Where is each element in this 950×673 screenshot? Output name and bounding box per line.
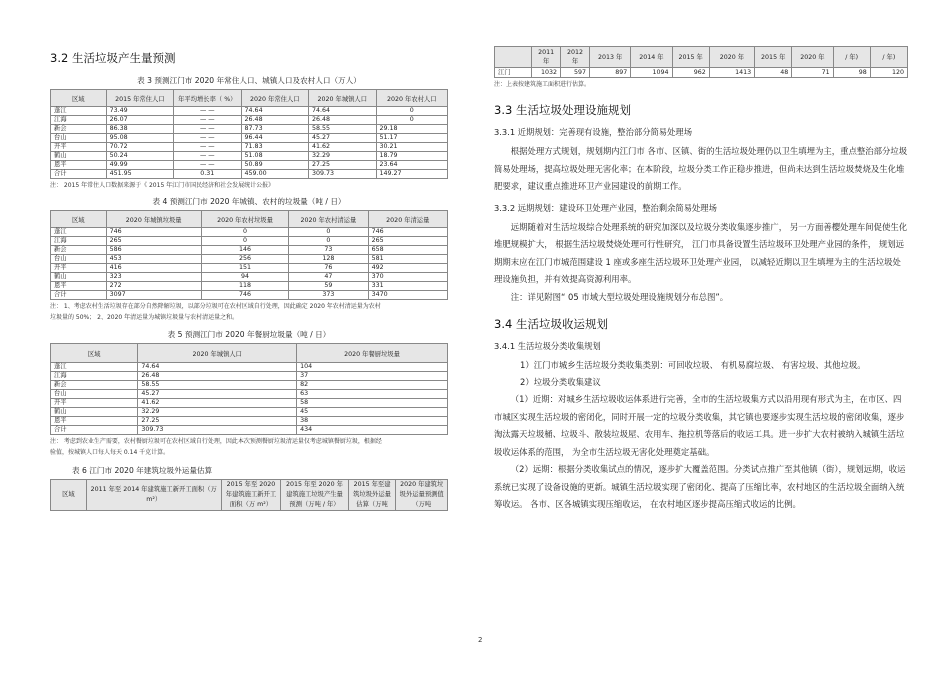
t4-cell: 开平 xyxy=(51,264,107,273)
t3-cell: 95.08 xyxy=(106,134,173,143)
t5-cell: 38 xyxy=(297,417,448,426)
t4-cell: 272 xyxy=(106,282,201,291)
t6-h2: 2015 年至 2020 年建筑施工新开工面积（万 m²） xyxy=(221,480,281,511)
table-row xyxy=(51,116,448,125)
t6-h5: 2020 年建筑垃圾外运量预测值（万吨 xyxy=(396,480,448,511)
t4-cell: 373 xyxy=(289,291,368,300)
table-row xyxy=(51,363,448,372)
t5-cell: 合计 xyxy=(51,426,138,435)
tr-h6: 2020 年 xyxy=(709,47,754,68)
t3-cell: 87.73 xyxy=(241,125,308,134)
table-row xyxy=(51,246,448,255)
table-4-note-2: 垃圾量的 50%； 2、2020 年清运量为城镇垃圾量与农村清运量之和。 xyxy=(50,314,239,321)
t3-cell: 71.83 xyxy=(241,143,308,152)
t5-cell: 74.64 xyxy=(138,363,297,372)
t4-cell: 94 xyxy=(201,273,288,282)
t5-cell: 309.73 xyxy=(138,426,297,435)
t3-cell: 73.49 xyxy=(106,107,173,116)
tr-cell: 1032 xyxy=(532,68,561,78)
t3-cell: 26.48 xyxy=(309,116,376,125)
table-row xyxy=(51,291,448,300)
t4-cell: 合计 xyxy=(51,291,107,300)
table-6-continued-header-row xyxy=(495,47,908,68)
tr-h4: 2014 年 xyxy=(631,47,672,68)
t5-cell: 104 xyxy=(297,363,448,372)
t3-cell: 台山 xyxy=(51,134,107,143)
table-row xyxy=(51,417,448,426)
t3-cell: — — xyxy=(174,107,241,116)
tr-h2: 2012 年 xyxy=(561,47,590,68)
t5-cell: 58 xyxy=(297,399,448,408)
table-row xyxy=(51,255,448,264)
t3-cell: 0 xyxy=(376,107,447,116)
table-5-caption: 表 5 预测江门市 2020 年餐厨垃圾量（吨 / 日） xyxy=(167,330,331,339)
tr-h9: / 年) xyxy=(833,47,870,68)
t4-cell: 265 xyxy=(106,237,201,246)
t3-cell: 74.64 xyxy=(241,107,308,116)
table-row xyxy=(51,390,448,399)
t5-cell: 41.62 xyxy=(138,399,297,408)
table-5-note-2: 验值，按城镇人口每人每天 0.14 千克计算。 xyxy=(50,449,170,456)
t5-cell: 45 xyxy=(297,408,448,417)
t3-cell: 27.25 xyxy=(309,161,376,170)
tr-cell: 48 xyxy=(755,68,792,78)
subsection-title-3-4-1: 3.4.1 生活垃圾分类收集规划 xyxy=(494,341,601,351)
table-row xyxy=(51,273,448,282)
t4-cell: 3097 xyxy=(106,291,201,300)
tr-cell: 江门 xyxy=(495,68,532,78)
t3-cell: 恩平 xyxy=(51,161,107,170)
subsection-title-3-3-2: 3.3.2 远期规划：建设环卫处理产业园，整治剩余简易处理场 xyxy=(494,202,717,213)
t4-cell: 59 xyxy=(289,282,368,291)
t6-h4: 2015 年至建筑垃圾外运量估算（万吨 xyxy=(348,480,396,511)
t5-cell: 26.48 xyxy=(138,372,297,381)
t3-h0: 区域 xyxy=(51,90,107,107)
t4-h4: 2020 年清运量 xyxy=(368,211,447,228)
t4-cell: 47 xyxy=(289,273,368,282)
table-5-note-1: 注： 考虑到农业生产需要，农村餐厨垃圾可在农村区域自行处理，因此本次预测餐厨垃圾清运量仅考虑城镇餐厨垃圾，根据经 xyxy=(50,438,382,445)
tr-cell: 71 xyxy=(792,68,833,78)
table-4-note-1: 注： 1、考虑农村生活垃圾存在部分自然降解垃圾，以部分垃圾可在农村区域自行处理，因此确定 2020 年农村清运量为农村 xyxy=(50,303,381,310)
t3-cell: 开平 xyxy=(51,143,107,152)
t5-cell: 台山 xyxy=(51,390,138,399)
table-row xyxy=(51,107,448,116)
table-5 xyxy=(50,343,448,435)
t5-cell: 江海 xyxy=(51,372,138,381)
t3-h1: 2015 年常住人口 xyxy=(106,90,173,107)
t3-cell: 451.95 xyxy=(106,170,173,179)
t3-cell: 鹤山 xyxy=(51,152,107,161)
t4-cell: 658 xyxy=(368,246,447,255)
t3-cell: 51.08 xyxy=(241,152,308,161)
paragraph-3-3-2-note: 注：详见附图“ 05 市域大型垃圾处理设施规划分布总图”。 xyxy=(510,291,729,302)
t3-h5: 2020 年农村人口 xyxy=(376,90,447,107)
t3-cell: — — xyxy=(174,125,241,134)
t5-cell: 82 xyxy=(297,381,448,390)
t4-cell: 73 xyxy=(289,246,368,255)
table-6-header-row xyxy=(51,480,448,511)
t5-cell: 32.29 xyxy=(138,408,297,417)
t3-cell: — — xyxy=(174,143,241,152)
t3-cell: 96.44 xyxy=(241,134,308,143)
table-3-caption: 表 3 预测江门市 2020 年常住人口、城镇人口及农村人口（万人） xyxy=(137,76,361,85)
t3-cell: 26.07 xyxy=(106,116,173,125)
table-row xyxy=(51,372,448,381)
t5-cell: 开平 xyxy=(51,399,138,408)
t3-cell: 0.31 xyxy=(174,170,241,179)
t3-cell: — — xyxy=(174,161,241,170)
t3-h2: 年平均增长率（ %） xyxy=(174,90,241,107)
t4-cell: 76 xyxy=(289,264,368,273)
t4-cell: 746 xyxy=(106,228,201,237)
table-row xyxy=(51,143,448,152)
t4-cell: 新会 xyxy=(51,246,107,255)
table-row xyxy=(51,264,448,273)
tr-h0 xyxy=(495,47,532,68)
t4-cell: 453 xyxy=(106,255,201,264)
t4-cell: 台山 xyxy=(51,255,107,264)
t4-cell: 581 xyxy=(368,255,447,264)
t4-cell: 323 xyxy=(106,273,201,282)
t3-cell: 29.18 xyxy=(376,125,447,134)
t3-cell: 50.89 xyxy=(241,161,308,170)
t3-h4: 2020 年城镇人口 xyxy=(309,90,376,107)
paragraph-near-term: （1）近期：对城乡生活垃圾收运体系进行完善，全市的生活垃圾集方式以沿用现有形式为主，在市区、四市城区实现生活垃圾的密闭化，同时开展一定的垃圾分类收集，其它镇也要逐步实现生活垃圾的密闭收集，逐步淘汰露天垃圾桶、垃圾斗、散装垃圾屋、农用车、拖拉机等落后的收运工具。进一步扩大农村被纳入城镇生活垃圾收运体系的范围， 为全市生活垃圾无害化处理奠定基础。 xyxy=(494,394,905,457)
t4-cell: 146 xyxy=(201,246,288,255)
t3-cell: 58.55 xyxy=(309,125,376,134)
t3-cell: 41.62 xyxy=(309,143,376,152)
tr-h1: 2011 年 xyxy=(532,47,561,68)
t3-cell: — — xyxy=(174,116,241,125)
table-row xyxy=(51,237,448,246)
t4-h2: 2020 年农村垃圾量 xyxy=(201,211,288,228)
t3-cell: 江海 xyxy=(51,116,107,125)
t4-cell: 恩平 xyxy=(51,282,107,291)
tr-cell: 98 xyxy=(833,68,870,78)
t5-cell: 27.25 xyxy=(138,417,297,426)
list-item-1: 1）江门市城乡生活垃圾分类收集类别：可回收垃圾、 有机易腐垃圾、 有害垃圾、其他垃圾。 xyxy=(520,360,866,370)
table-4 xyxy=(50,210,448,300)
t5-cell: 45.27 xyxy=(138,390,297,399)
paragraph-long-term: （2）远期：根据分类收集试点的情况，逐步扩大覆盖范围。分类试点推广至其他镇（街），规划远期，收运系统已实现了设备设施的更新。城镇生活垃圾实现了密闭化、提高了压缩比率，农村地区的生活垃圾全面纳入统筹收运。 各市、区各城镇实现压缩收运， 在农村地区逐步提高压缩式收运的比例。 xyxy=(494,464,906,509)
table-5-header-row xyxy=(51,344,448,363)
t6-h1: 2011 年至 2014 年建筑施工新开工面积（万 m²） xyxy=(86,480,221,511)
t3-cell: 50.24 xyxy=(106,152,173,161)
paragraph-3-3-2: 远期随着对生活垃圾综合处理系统的研究加深以及垃圾分类收集逐步推广， 另一方面善樱处理车间促使生化堆肥规模扩大， 根据生活垃圾焚烧处理可行性研究， 江门市具备设置生活垃圾环卫处理产业园的条件， 规划远期期末应在江门市城范围建设 1 座或多座生活垃圾环卫处理产业园， 以减轻近期以卫生填埋为主的生活垃圾处理设施负担，并有效提高资源利用率。 xyxy=(494,221,908,284)
t4-cell: 151 xyxy=(201,264,288,273)
t3-cell: 74.64 xyxy=(309,107,376,116)
right-column xyxy=(494,46,908,514)
t4-cell: 128 xyxy=(289,255,368,264)
table-row xyxy=(495,68,908,78)
t4-cell: 746 xyxy=(368,228,447,237)
t5-cell: 58.55 xyxy=(138,381,297,390)
paragraph-3-3-1: 根据处理方式规划，规划期内江门市 各市、区镇、街的生活垃圾处理仍以卫生填埋为主，重点整治部分垃圾简易处理场，提高垃圾处理无害化率；在本阶段，垃圾分类工作正稳步推进，但尚未达到生活垃圾焚烧及生化堆肥要求，建议重点推进环卫产业园建设的前期工作。 xyxy=(494,146,908,191)
t3-cell: 18.79 xyxy=(376,152,447,161)
t3-cell: 合计 xyxy=(51,170,107,179)
t4-cell: 0 xyxy=(289,228,368,237)
table-3-header-row xyxy=(51,90,448,107)
table-row xyxy=(51,134,448,143)
table-row xyxy=(51,161,448,170)
t5-cell: 63 xyxy=(297,390,448,399)
table-row xyxy=(51,399,448,408)
table-6-caption: 表 6 江门市 2020 年建筑垃圾外运量估算 xyxy=(72,466,213,475)
tr-h7: 2015 年 xyxy=(755,47,792,68)
page-number: 2 xyxy=(478,636,483,644)
t3-cell: 51.17 xyxy=(376,134,447,143)
table-row xyxy=(51,170,448,179)
t3-cell: 30.21 xyxy=(376,143,447,152)
t3-cell: 70.72 xyxy=(106,143,173,152)
t3-cell: — — xyxy=(174,134,241,143)
t3-cell: 49.99 xyxy=(106,161,173,170)
t4-cell: 3470 xyxy=(368,291,447,300)
t4-cell: 256 xyxy=(201,255,288,264)
tr-cell: 962 xyxy=(672,68,709,78)
t3-cell: — — xyxy=(174,152,241,161)
section-title-3-4: 3.4 生活垃圾收运规划 xyxy=(494,317,608,331)
table-4-caption: 表 4 预测江门市 2020 年城镇、农村的垃圾量（吨 / 日） xyxy=(152,197,346,206)
t4-h3: 2020 年农村清运量 xyxy=(289,211,368,228)
t6-h3: 2015 年至 2020 年建筑施工垃圾产生量预测（万吨 / 年） xyxy=(281,480,348,511)
t4-h1: 2020 年城镇垃圾量 xyxy=(106,211,201,228)
t5-cell: 新会 xyxy=(51,381,138,390)
t3-cell: 309.73 xyxy=(309,170,376,179)
table-6-note: 注：上表按建筑施工面积进行估算。 xyxy=(494,81,591,88)
left-column xyxy=(50,50,448,511)
tr-h10: / 年) xyxy=(870,47,907,68)
t3-cell: 86.38 xyxy=(106,125,173,134)
t4-cell: 492 xyxy=(368,264,447,273)
table-6 xyxy=(50,479,448,511)
t4-cell: 370 xyxy=(368,273,447,282)
t3-cell: 45.27 xyxy=(309,134,376,143)
table-3 xyxy=(50,89,448,179)
t3-cell: 459.00 xyxy=(241,170,308,179)
t4-cell: 265 xyxy=(368,237,447,246)
section-title-3-3: 3.3 生活垃圾处理设施规划 xyxy=(494,103,631,117)
t4-cell: 416 xyxy=(106,264,201,273)
section-title-3-2: 3.2 生活垃圾产生量预测 xyxy=(50,51,176,65)
t4-cell: 0 xyxy=(201,228,288,237)
t5-cell: 鹤山 xyxy=(51,408,138,417)
t5-h1: 2020 年城镇人口 xyxy=(138,344,297,363)
tr-h8: 2020 年 xyxy=(792,47,833,68)
tr-cell: 597 xyxy=(561,68,590,78)
t4-cell: 118 xyxy=(201,282,288,291)
t4-cell: 0 xyxy=(289,237,368,246)
t5-h2: 2020 年餐厨垃圾量 xyxy=(297,344,448,363)
tr-h5: 2015 年 xyxy=(672,47,709,68)
t3-cell: 蓬江 xyxy=(51,107,107,116)
tr-h3: 2013 年 xyxy=(589,47,630,68)
t3-cell: 新会 xyxy=(51,125,107,134)
t5-cell: 蓬江 xyxy=(51,363,138,372)
table-row xyxy=(51,152,448,161)
tr-cell: 897 xyxy=(589,68,630,78)
table-row xyxy=(51,426,448,435)
t4-cell: 331 xyxy=(368,282,447,291)
t3-cell: 23.64 xyxy=(376,161,447,170)
table-row xyxy=(51,282,448,291)
t4-cell: 586 xyxy=(106,246,201,255)
t4-cell: 746 xyxy=(201,291,288,300)
subsection-title-3-3-1: 3.3.1 近期规划：完善现有设施，整治部分简易处理场 xyxy=(494,127,692,137)
tr-cell: 1094 xyxy=(631,68,672,78)
list-item-2: 2）垃圾分类收集建议 xyxy=(520,377,601,387)
t4-h0: 区域 xyxy=(51,211,107,228)
t4-cell: 江海 xyxy=(51,237,107,246)
table-row xyxy=(51,228,448,237)
t5-cell: 434 xyxy=(297,426,448,435)
t3-cell: 0 xyxy=(376,116,447,125)
tr-cell: 1413 xyxy=(709,68,754,78)
table-row xyxy=(51,125,448,134)
t4-cell: 蓬江 xyxy=(51,228,107,237)
t3-h3: 2020 年常住人口 xyxy=(241,90,308,107)
table-6-continued xyxy=(494,46,908,78)
t3-cell: 26.48 xyxy=(241,116,308,125)
t3-cell: 32.29 xyxy=(309,152,376,161)
tr-cell: 120 xyxy=(870,68,907,78)
t4-cell: 0 xyxy=(201,237,288,246)
t5-cell: 37 xyxy=(297,372,448,381)
table-row xyxy=(51,408,448,417)
table-3-note: 注： 2015 年常住人口数据来源于《 2015 年江门市国民经济和社会发展统计公报》 xyxy=(50,182,275,189)
table-4-header-row xyxy=(51,211,448,228)
t3-cell: 149.27 xyxy=(376,170,447,179)
t6-h0: 区域 xyxy=(51,480,87,511)
t5-h0: 区域 xyxy=(51,344,138,363)
t5-cell: 恩平 xyxy=(51,417,138,426)
t4-cell: 鹤山 xyxy=(51,273,107,282)
table-row xyxy=(51,381,448,390)
